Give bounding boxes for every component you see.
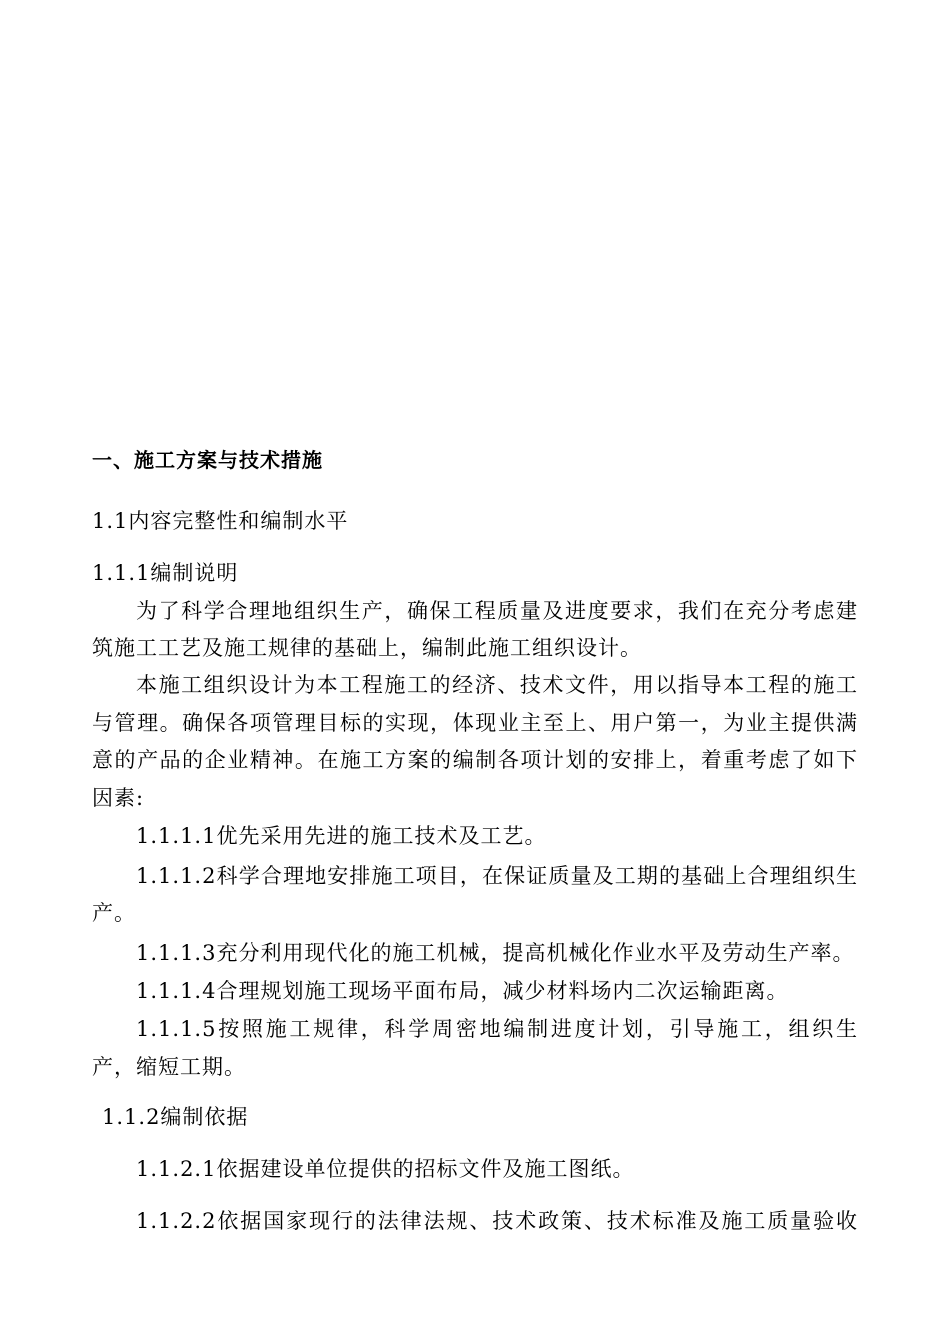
list-item-1-1-1-2-line-2: 产。 xyxy=(92,901,136,925)
paragraph-2-line-2: 与管理。确保各项管理目标的实现，体现业主至上、用户第一，为业主提供满 xyxy=(92,711,858,735)
list-item-1-1-2-1: 1.1.2.1依据建设单位提供的招标文件及施工图纸。 xyxy=(136,1157,635,1181)
list-item-1-1-1-5-line-2: 产，缩短工期。 xyxy=(92,1055,246,1079)
list-item-1-1-1-2-line-1: 1.1.1.2科学合理地安排施工项目，在保证质量及工期的基础上合理组织生 xyxy=(136,864,858,888)
section-title: 一、施工方案与技术措施 xyxy=(92,448,323,472)
list-item-1-1-1-5-line-1: 1.1.1.5按照施工规律，科学周密地编制进度计划，引导施工，组织生 xyxy=(136,1017,858,1041)
list-item-1-1-1-1: 1.1.1.1优先采用先进的施工技术及工艺。 xyxy=(136,824,547,848)
paragraph-1-line-2: 筑施工工艺及施工规律的基础上，编制此施工组织设计。 xyxy=(92,636,642,660)
paragraph-2-line-3: 意的产品的企业精神。在施工方案的编制各项计划的安排上，着重考虑了如下 xyxy=(92,748,858,772)
paragraph-2-line-1: 本施工组织设计为本工程施工的经济、技术文件，用以指导本工程的施工 xyxy=(136,673,858,697)
subsection-heading-1-1: 1.1内容完整性和编制水平 xyxy=(92,509,349,533)
subsection-heading-1-1-1: 1.1.1编制说明 xyxy=(92,561,239,585)
list-item-1-1-1-3: 1.1.1.3充分利用现代化的施工机械，提高机械化作业水平及劳动生产率。 xyxy=(136,941,855,965)
list-item-1-1-1-4: 1.1.1.4合理规划施工现场平面布局，减少材料场内二次运输距离。 xyxy=(136,979,789,1003)
paragraph-2-line-4: 因素: xyxy=(92,786,145,810)
list-item-1-1-2-2-line-1: 1.1.2.2依据国家现行的法律法规、技术政策、技术标准及施工质量验收 xyxy=(136,1209,858,1233)
subsection-heading-1-1-2: 1.1.2编制依据 xyxy=(102,1105,249,1129)
paragraph-1-line-1: 为了科学合理地组织生产，确保工程质量及进度要求，我们在充分考虑建 xyxy=(136,599,858,623)
